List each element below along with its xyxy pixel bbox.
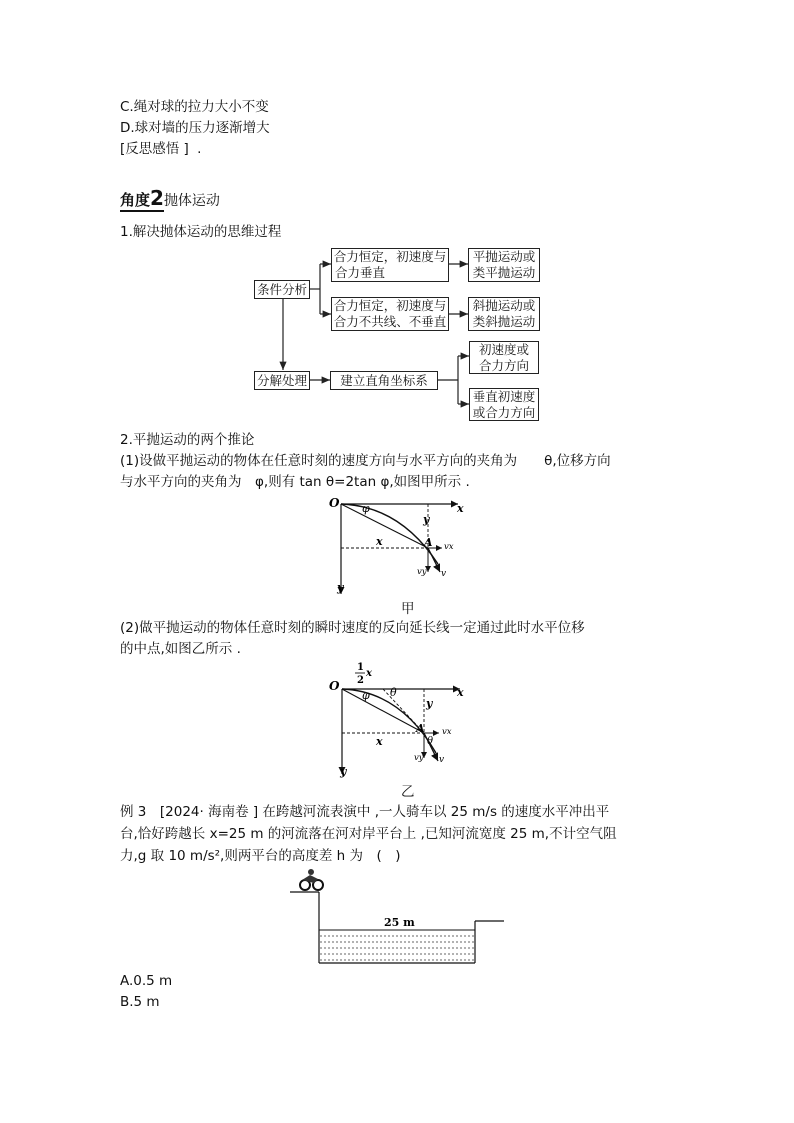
fig2-half-den: 2	[357, 675, 364, 686]
option-d: D.球对墙的压力逐渐增大	[120, 120, 270, 136]
flow-dir-b-line1: 垂直初速度	[472, 388, 536, 404]
flow-cond-a-line2: 合力垂直	[335, 265, 386, 280]
flow-cond-b-line1: 合力恒定，初速度与	[333, 298, 447, 313]
option-a: A.0.5 m	[120, 973, 173, 989]
item2-p1-line1: (1)设做平抛运动的物体在任意时刻的速度方向与水平方向的夹角为 θ,位移方向	[120, 453, 611, 469]
fig2-label-vy: vy	[414, 753, 424, 763]
fig2-label-v: v	[439, 755, 445, 765]
flow-coord-box	[330, 371, 438, 390]
fig1-caption: 甲	[401, 601, 415, 617]
fig1-label-phi: φ	[362, 502, 370, 515]
example-line3: 力,g 取 10 m/s²,则两平台的高度差 h 为 ( )	[120, 848, 401, 864]
item2-p2-line1: (2)做平抛运动的物体任意时刻的瞬时速度的反向延长线一定通过此时水平位移	[120, 620, 585, 636]
fig2-half-num: 1	[357, 662, 364, 673]
fig2-label-y: y	[426, 697, 433, 710]
reflect-dot: .	[197, 141, 202, 157]
fig2-label-O: O	[329, 679, 340, 693]
flow-res-a-line2: 类平抛运动	[472, 265, 536, 280]
item1-title: 1.解决抛体运动的思维过程	[120, 224, 282, 240]
fig2-label-theta: θ	[390, 686, 397, 699]
fig1-label-y-axis: y	[337, 581, 344, 594]
flow-dir-a-line1: 初速度或	[478, 341, 529, 357]
flow-cond-box	[254, 280, 310, 299]
motorbike-icon	[300, 869, 323, 890]
flow-cond-a-box	[331, 248, 449, 282]
fig2-label-vx: vx	[442, 727, 452, 737]
river-figure	[280, 866, 520, 970]
fig1-label-O: O	[329, 496, 340, 510]
fig1-label-vx: vx	[444, 542, 454, 552]
flow-cond-label: 条件分析	[256, 281, 307, 297]
flow-dir-b-box	[469, 388, 539, 421]
example-line2: 台,恰好跨越长 x=25 m 的河流落在河对岸平台上 ,已知河流宽度 25 m,不计空气阻	[120, 826, 617, 842]
option-c: C.绳对球的拉力大小不变	[120, 99, 269, 115]
fig2-label-x-axis: x	[457, 686, 464, 699]
fig2-label-x: x	[376, 735, 383, 748]
flow-res-a-box	[468, 248, 540, 282]
figure-jia	[320, 490, 480, 600]
flow-res-b-line1: 斜抛运动或	[472, 298, 536, 313]
flow-coord-label: 建立直角坐标系	[340, 372, 428, 388]
fig2-label-theta2: θ	[427, 736, 434, 747]
flow-decomp-label: 分解处理	[256, 372, 307, 388]
item2-p2-line2: 的中点,如图乙所示 .	[120, 641, 241, 657]
flow-cond-b-box	[331, 297, 449, 331]
flow-decomp-box	[254, 371, 310, 390]
fig1-label-v: v	[441, 569, 447, 579]
flow-dir-b-line2: 或合力方向	[472, 404, 536, 420]
flow-dir-a-box	[469, 341, 539, 374]
flow-cond-a-line1: 合力恒定，初速度与	[333, 249, 447, 264]
section-prefix: 角度	[120, 191, 151, 209]
flow-res-b-box	[468, 297, 540, 331]
section-number: 2	[150, 186, 164, 210]
option-b: B.5 m	[120, 994, 160, 1010]
figure-yi	[320, 658, 480, 780]
fig1-label-vy: vy	[417, 567, 427, 577]
flow-dir-a-line2: 合力方向	[478, 357, 529, 373]
item2-p1-line2: 与水平方向的夹角为 φ,则有 tan θ=2tan φ,如图甲所示 .	[120, 474, 470, 490]
flow-res-a-line1: 平抛运动或	[472, 249, 536, 264]
fig2-caption: 乙	[401, 784, 415, 800]
fig2-half-x: x	[366, 668, 372, 679]
fig1-label-x: x	[376, 535, 383, 548]
fig1-label-y: y	[423, 513, 430, 526]
section-title: 抛体运动	[163, 193, 220, 209]
flow-res-b-line2: 类斜抛运动	[472, 314, 536, 329]
fig1-label-A: A	[424, 536, 433, 549]
example-line1: 例 3 [2024· 海南卷 ] 在跨越河流表演中 ,一人骑车以 25 m/s 的速度水平冲出平	[120, 804, 610, 820]
fig1-label-x-axis: x	[457, 502, 464, 515]
river-width-label: 25 m	[384, 916, 415, 929]
flow-cond-b-line2: 合力不共线、不垂直	[333, 314, 447, 329]
item2-title: 2.平抛运动的两个推论	[120, 432, 255, 448]
fig2-label-y-axis: y	[340, 765, 347, 778]
reflect-text: [反思感悟 ]	[120, 141, 189, 157]
fig2-label-phi: φ	[362, 689, 370, 702]
fig2-label-A: A	[416, 722, 425, 735]
